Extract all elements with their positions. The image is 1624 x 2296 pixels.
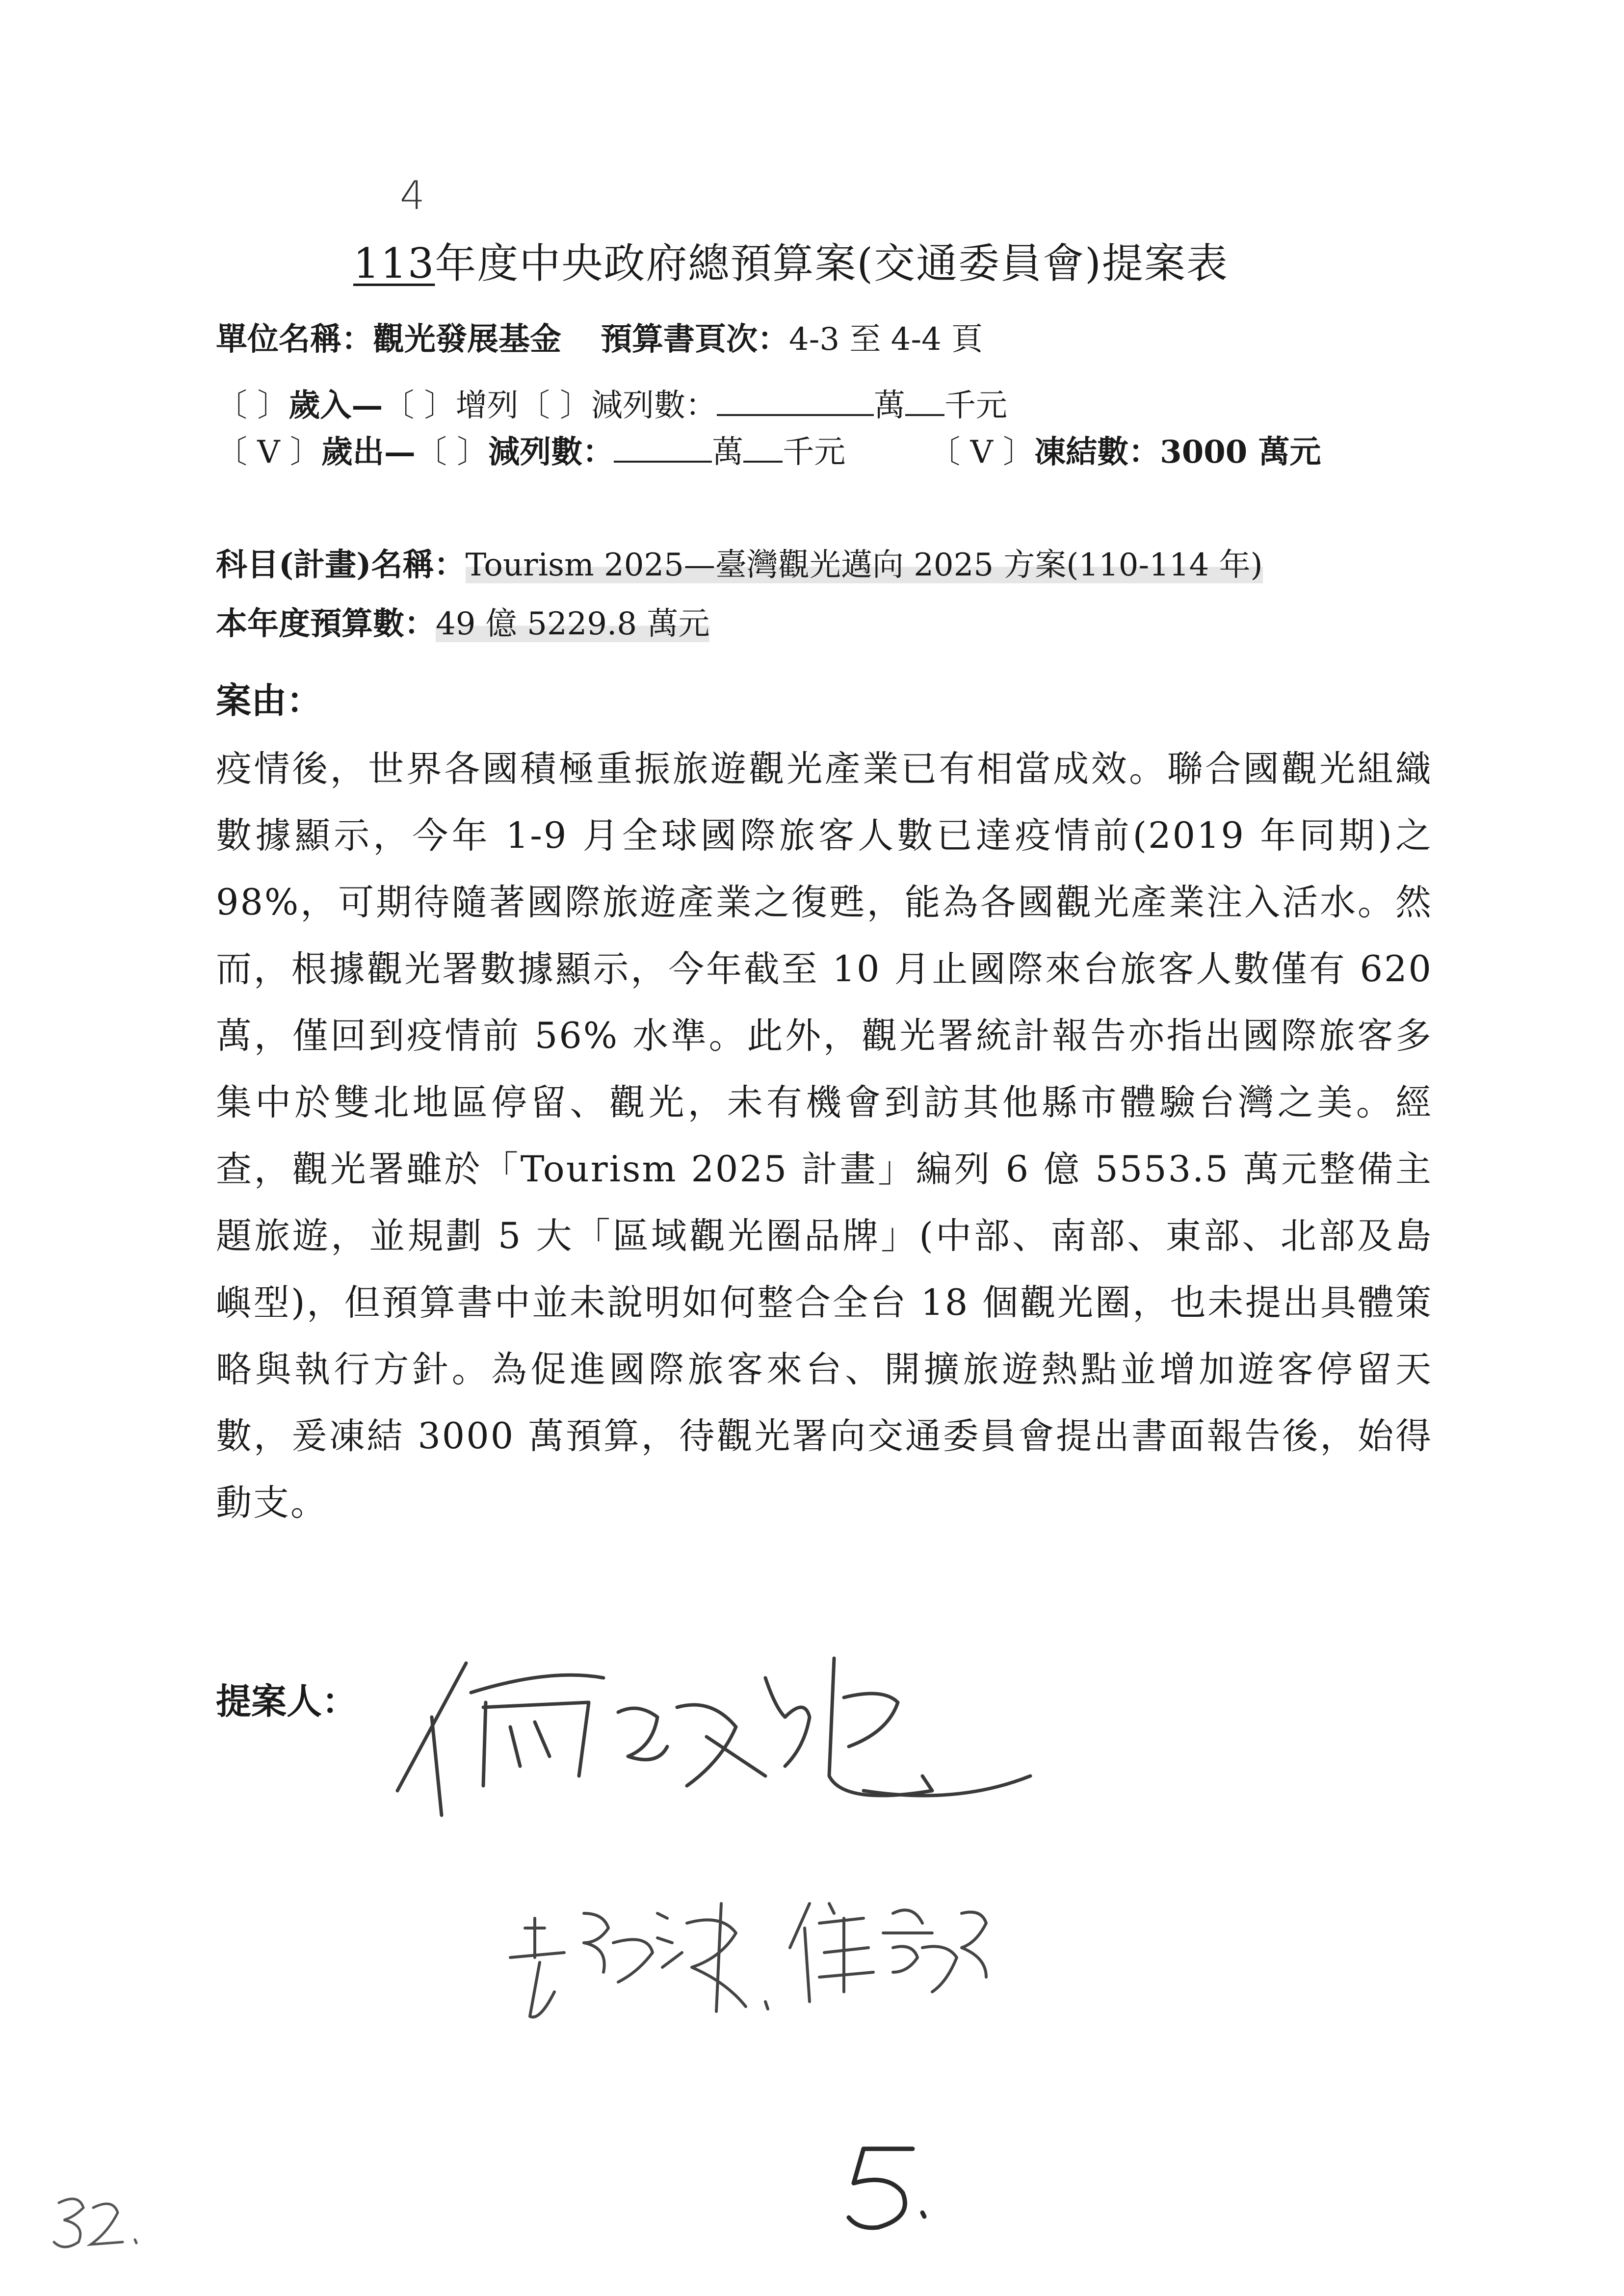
budget-label: 本年度預算數： (216, 605, 436, 642)
signature-3 (765, 1904, 986, 2009)
reason-text: 疫情後，世界各國積極重振旅遊觀光產業已有相當成效。聯合國觀光組織數據顯示，今年 1-9 月全球國際旅客人數已達疫情前(2019 年同期)之 98%，可期待隨著國際旅遊產業之復甦，能為各國觀光產業注入活水。然而，根據觀光署數據顯示，今年截至 10 月止國際來台旅客人數僅有 620 萬，僅回到疫情前 56% 水準。此外，觀光署統計報告亦指出國際旅客多集中於雙北地區停留、觀光，未有機會到訪其他縣市體驗台灣之美。經查，觀光署雖於「Tourism 2025 計畫」編列 6 億 5553.5 萬元整備主題旅遊，並規劃 5 大「區域觀光圈品牌」(中部、南部、東部、北部及島嶼型)，但預算書中並未說明如何整合全台 18 個觀光圈，也未提出具體策略與執行方針。為促進國際旅客來台、開擴旅遊熱點並增加遊客停留天數，爰凍結 3000 萬預算，待觀光署向交通委員會提出書面報告後，始得動支。 (216, 748, 1433, 1524)
exp-unit-thousand: 千元 (783, 434, 846, 470)
handwritten-year-correction: 4 (400, 173, 426, 218)
exp-unit-wan: 萬 (712, 434, 744, 470)
expenditure-label: 歲出— (321, 434, 416, 470)
exp-decrease-checkbox: 〔 〕 (415, 434, 489, 470)
freeze-label: 凍結數： (1034, 434, 1160, 470)
subject-name: Tourism 2025—臺灣觀光邁向 2025 方案(110-114 年) (465, 547, 1263, 583)
page-label: 預算書頁次： (601, 321, 789, 358)
revenue-label: 歲入— (288, 387, 383, 424)
exp-decrease-label: 減列數： (488, 434, 614, 470)
increase-label: 增列 (455, 388, 519, 424)
decrease-checkbox: 〔 〕 (518, 388, 592, 424)
unit-wan: 萬 (874, 388, 906, 424)
expenditure-checkbox: 〔 V 〕 (216, 434, 321, 470)
signature-1 (397, 1658, 1030, 1815)
freeze-checkbox: 〔 V 〕 (929, 434, 1035, 470)
reason-label: 案由： (216, 679, 322, 721)
budget-amount: 49 億 5229.8 萬元 (436, 606, 710, 642)
unit-name: 觀光發展基金 (373, 321, 561, 358)
proposer-label: 提案人： (216, 1680, 358, 1722)
handwritten-page-number (849, 2149, 924, 2228)
subject-label: 科目(計畫)名稱： (216, 547, 466, 583)
unit-label: 單位名稱： (216, 321, 373, 358)
increase-checkbox: 〔 〕 (383, 388, 456, 424)
signature-2 (510, 1904, 746, 2017)
decrease-label: 減列數： (591, 388, 717, 424)
revenue-checkbox: 〔 〕 (216, 388, 289, 424)
unit-thousand: 千元 (944, 388, 1008, 424)
freeze-amount: 3000 萬元 (1160, 434, 1321, 470)
margin-note (54, 2199, 136, 2247)
title-text: 年度中央政府總預算案(交通委員會)提案表 (435, 239, 1229, 287)
title-year: 113 (353, 239, 435, 287)
page-range: 4-3 至 4-4 頁 (789, 321, 983, 358)
